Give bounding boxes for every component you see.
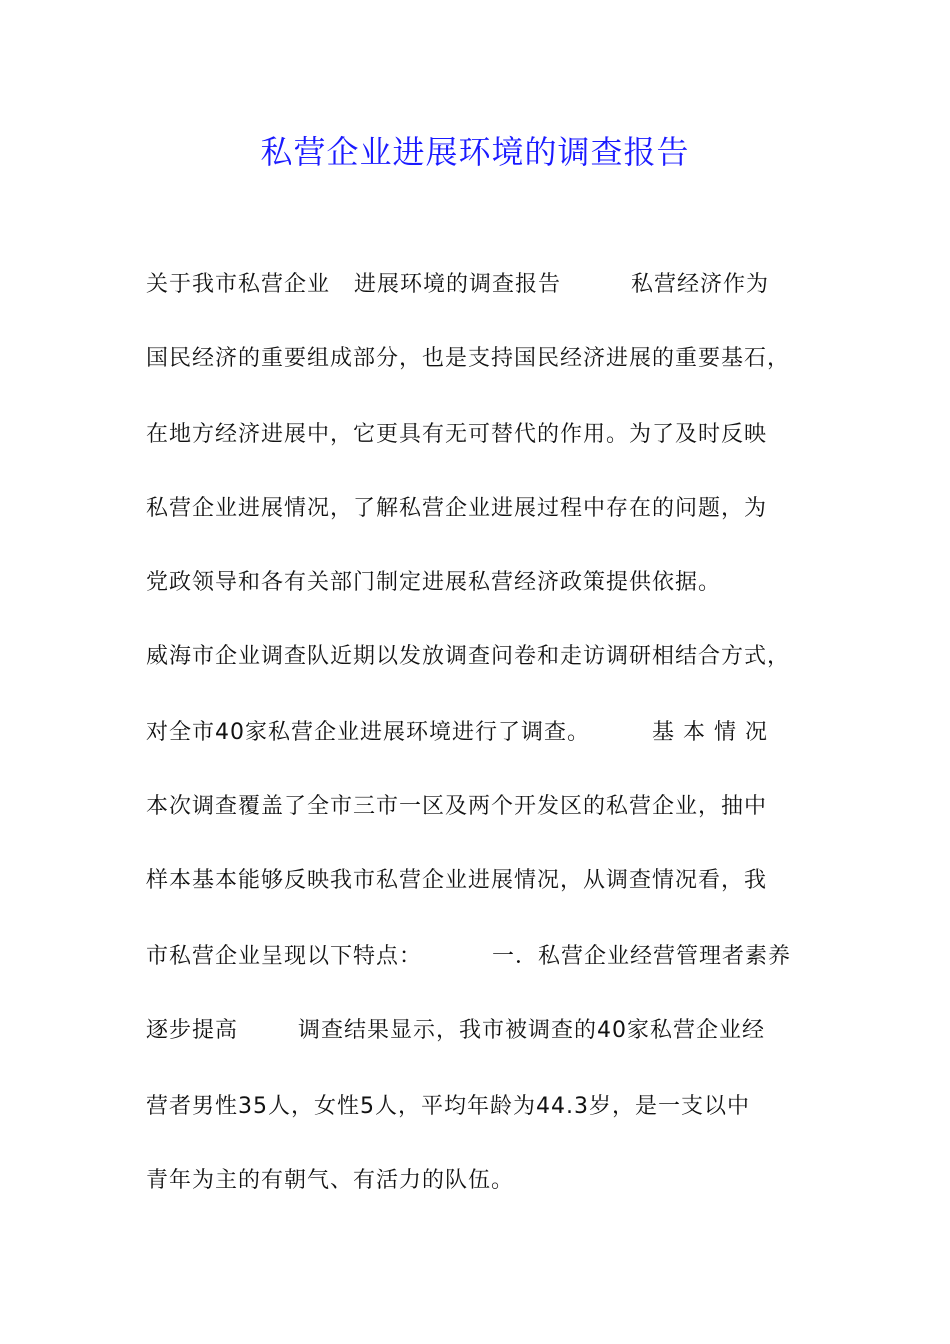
section-heading: 基 本 情 况 (652, 720, 768, 745)
paragraph-line-12: 营者男性35人，女性5人，平均年龄为44.3岁，是一支以中 (146, 1094, 750, 1119)
paragraph-line-1 (146, 270, 816, 300)
paragraph-line-10 (146, 942, 816, 972)
document-title: 私营企业进展环境的调查报告 (260, 133, 690, 171)
text-segment: 关于我市私营企业 (146, 272, 331, 297)
paragraph-line-13: 青年为主的有朝气、有活力的队伍。 (146, 1168, 515, 1193)
paragraph-line-9: 样本基本能够反映我市私营企业进展情况，从调查情况看，我 (146, 868, 768, 893)
paragraph-line-8: 本次调查覆盖了全市三市一区及两个开发区的私营企业，抽中 (146, 794, 768, 819)
text-segment: 私营经济作为 (631, 272, 770, 297)
paragraph-line-7 (146, 718, 816, 748)
paragraph-line-5: 党政领导和各有关部门制定进展私营经济政策提供依据。 (146, 570, 722, 595)
text-segment: 市私营企业呈现以下特点： (146, 944, 423, 969)
text-segment: 对全市40家私营企业进展环境进行了调查。 (146, 720, 590, 745)
section-heading: 一．私营企业经营管理者素养 (492, 944, 792, 969)
paragraph-line-6: 威海市企业调查队近期以发放调查问卷和走访调研相结合方式， (146, 644, 791, 669)
text-segment: 调查结果显示，我市被调查的40家私营企业经 (298, 1018, 766, 1043)
paragraph-line-3: 在地方经济进展中，它更具有无可替代的作用。为了及时反映 (146, 422, 768, 447)
text-segment: 逐步提高 (146, 1018, 239, 1043)
paragraph-line-2: 国民经济的重要组成部分，也是支持国民经济进展的重要基石， (146, 346, 791, 371)
text-segment: 进展环境的调查报告 (354, 272, 562, 297)
paragraph-line-4: 私营企业进展情况，了解私营企业进展过程中存在的问题，为 (146, 496, 768, 521)
paragraph-line-11 (146, 1016, 816, 1046)
